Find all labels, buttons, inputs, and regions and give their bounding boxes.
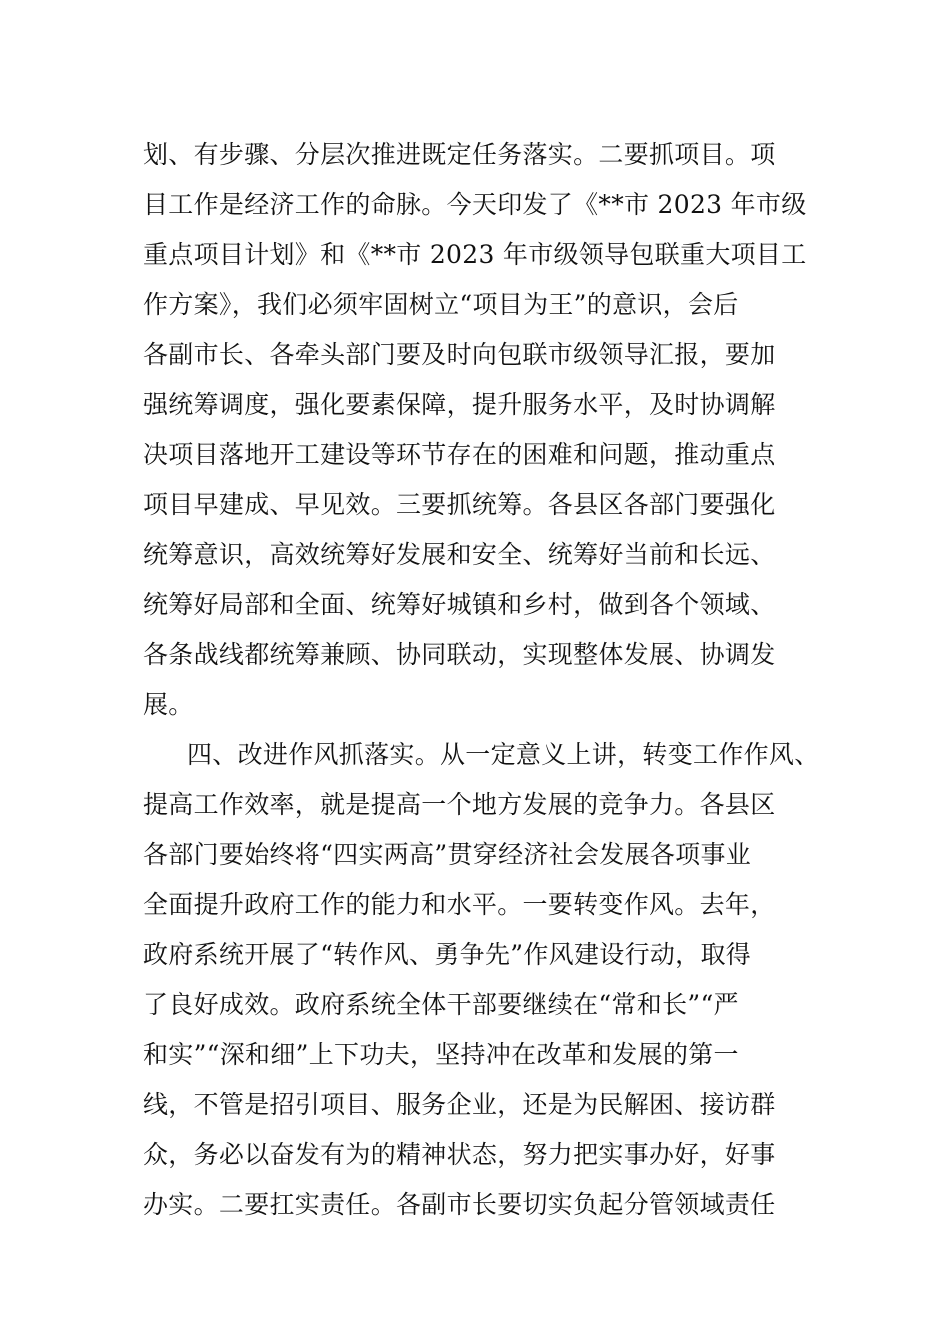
text-line: 各条战线都统筹兼顾、协同联动，实现整体发展、协调发 [143, 640, 776, 669]
text-line: 展。 [143, 690, 194, 719]
text-line: 众，务必以奋发有为的精神状态，努力把实事办好，好事 [143, 1140, 776, 1169]
text-line: 划、有步骤、分层次推进既定任务落实。二要抓项目。项 [143, 140, 776, 169]
text-line: 重点项目计划》和《**市 2023 年市级领导包联重大项目工 [143, 240, 807, 269]
paragraph-first-line: 四、改进作风抓落实。从一定意义上讲，转变工作作风、 [187, 740, 820, 769]
text-line: 决项目落地开工建设等环节存在的困难和问题，推动重点 [143, 440, 776, 469]
text-line: 和实”“深和细”上下功夫，坚持冲在改革和发展的第一 [143, 1040, 739, 1069]
text-line: 办实。二要扛实责任。各副市长要切实负起分管领域责任 [143, 1190, 776, 1219]
text-line: 各副市长、各牵头部门要及时向包联市级领导汇报，要加 [143, 340, 776, 369]
text-line: 了良好成效。政府系统全体干部要继续在“常和长”“严 [143, 990, 739, 1019]
text-line: 线，不管是招引项目、服务企业，还是为民解困、接访群 [143, 1090, 776, 1119]
text-line: 强统筹调度，强化要素保障，提升服务水平，及时协调解 [143, 390, 776, 419]
text-line: 统筹意识，高效统筹好发展和安全、统筹好当前和长远、 [143, 540, 776, 569]
text-line: 全面提升政府工作的能力和水平。一要转变作风。去年， [143, 890, 776, 919]
text-line: 提高工作效率，就是提高一个地方发展的竞争力。各县区 [143, 790, 776, 819]
text-line: 各部门要始终将“四实两高”贯穿经济社会发展各项事业 [143, 840, 752, 869]
text-line: 作方案》，我们必须牢固树立“项目为王”的意识，会后 [143, 290, 739, 319]
text-line: 统筹好局部和全面、统筹好城镇和乡村，做到各个领域、 [143, 590, 776, 619]
text-line: 项目早建成、早见效。三要抓统筹。各县区各部门要强化 [143, 490, 776, 519]
text-line: 目工作是经济工作的命脉。今天印发了《**市 2023 年市级 [143, 190, 807, 219]
text-line: 政府系统开展了“转作风、勇争先”作风建设行动，取得 [143, 940, 752, 969]
